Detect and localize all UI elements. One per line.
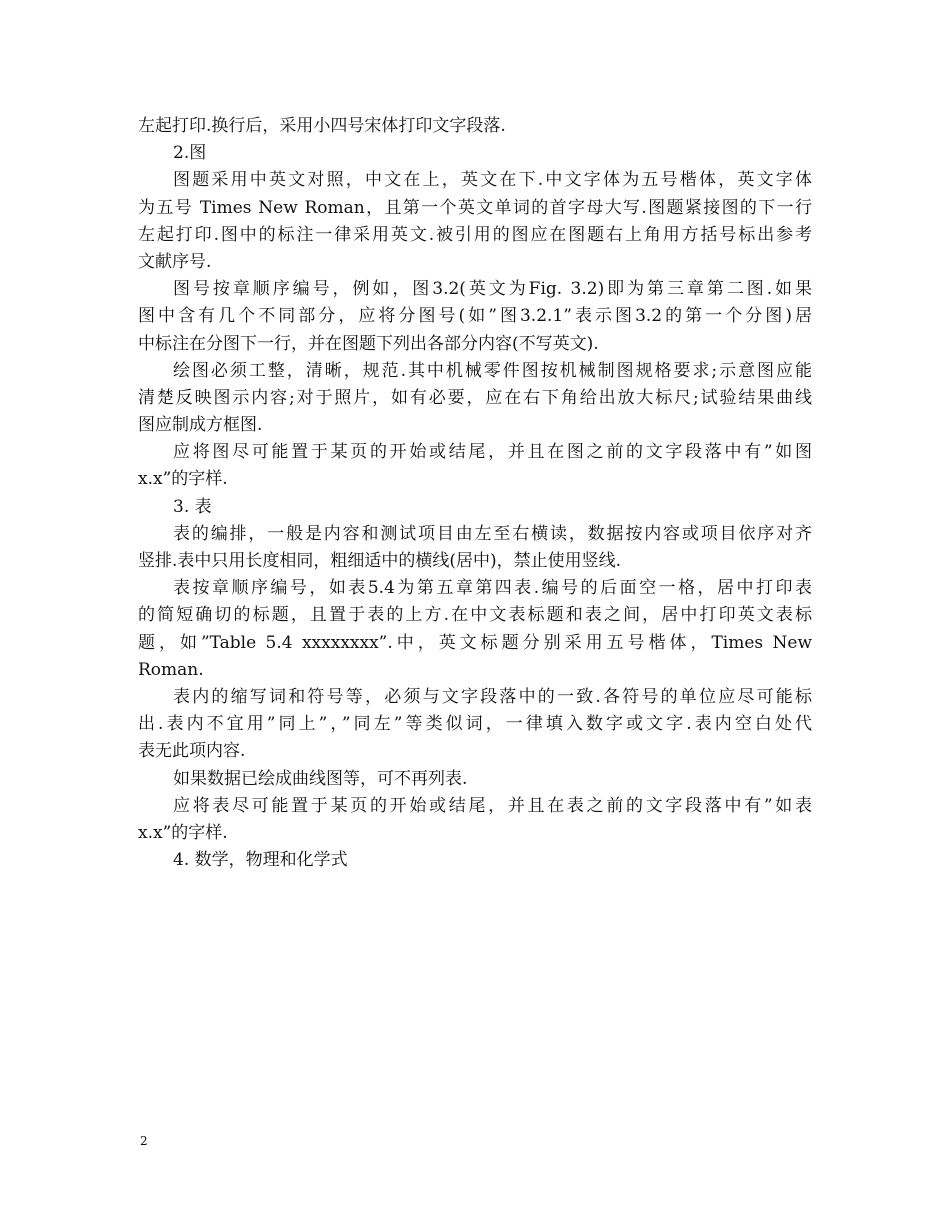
text-line: 应将图尽可能置于某页的开始或结尾，并且在图之前的文字段落中有”如图 xyxy=(173,442,812,463)
text-line: 左起打印.图中的标注一律采用英文.被引用的图应在图题右上角用方括号标出参考 xyxy=(138,224,812,245)
text-line: 表内的缩写词和符号等，必须与文字段落中的一致.各符号的单位应尽可能标 xyxy=(173,686,812,707)
section-heading-table: 3. 表 xyxy=(173,496,212,517)
text-line: 绘图必须工整，清晰，规范.其中机械零件图按机械制图规格要求;示意图应能 xyxy=(173,360,812,381)
text-line: 表无此项内容. xyxy=(138,741,246,762)
text-line: 文献序号. xyxy=(138,251,212,272)
text-line: 左起打印.换行后，采用小四号宋体打印文字段落. xyxy=(138,116,506,136)
text-line: 表按章顺序编号，如表5.4为第五章第四表.编号的后面空一格，居中打印表 xyxy=(173,578,812,599)
text-line: 出.表内不宜用”同上”，”同左”等类似词，一律填入数字或文字.表内空白处代 xyxy=(138,714,812,735)
text-line: 清楚反映图示内容;对于照片，如有必要，应在右下角给出放大标尺;试验结果曲线 xyxy=(138,387,812,408)
text-line: 题，如”Table 5.4 xxxxxxxx”.中，英文标题分别采用五号楷体，Times New xyxy=(138,632,812,653)
text-line: 的简短确切的标题，且置于表的上方.在中文表标题和表之间，居中打印英文表标 xyxy=(138,605,812,626)
text-line: Roman. xyxy=(138,659,204,680)
text-line: 图中含有几个不同部分，应将分图号(如”图3.2.1”表示图3.2的第一个分图)居 xyxy=(138,306,812,327)
text-line: 图题采用中英文对照，中文在上，英文在下.中文字体为五号楷体，英文字体 xyxy=(173,170,812,191)
section-heading-formulas: 4. 数学，物理和化学式 xyxy=(173,850,348,871)
text-line: 中标注在分图下一行，并在图题下列出各部分内容(不写英文). xyxy=(138,333,599,354)
text-line: x.x”的字样. xyxy=(138,822,228,843)
body-text xyxy=(138,113,812,874)
page-number: 2 xyxy=(140,1134,148,1148)
text-line: 图号按章顺序编号，例如，图3.2(英文为Fig. 3.2)即为第三章第二图.如果 xyxy=(173,279,812,300)
text-line: 竖排.表中只用长度相同，粗细适中的横线(居中)，禁止使用竖线. xyxy=(138,551,622,571)
text-line: 表的编排，一般是内容和测试项目由左至右横读，数据按内容或项目依序对齐 xyxy=(173,523,812,544)
section-heading-figure: 2.图 xyxy=(173,143,207,164)
text-line: 如果数据已绘成曲线图等，可不再列表. xyxy=(173,768,468,789)
text-line: 图应制成方框图. xyxy=(138,415,263,436)
text-line: x.x”的字样. xyxy=(138,469,228,490)
text-line: 为五号 Times New Roman，且第一个英文单词的首字母大写.图题紧接图的下一行 xyxy=(138,197,812,218)
text-line: 应将表尽可能置于某页的开始或结尾，并且在表之前的文字段落中有”如表 xyxy=(173,795,812,816)
